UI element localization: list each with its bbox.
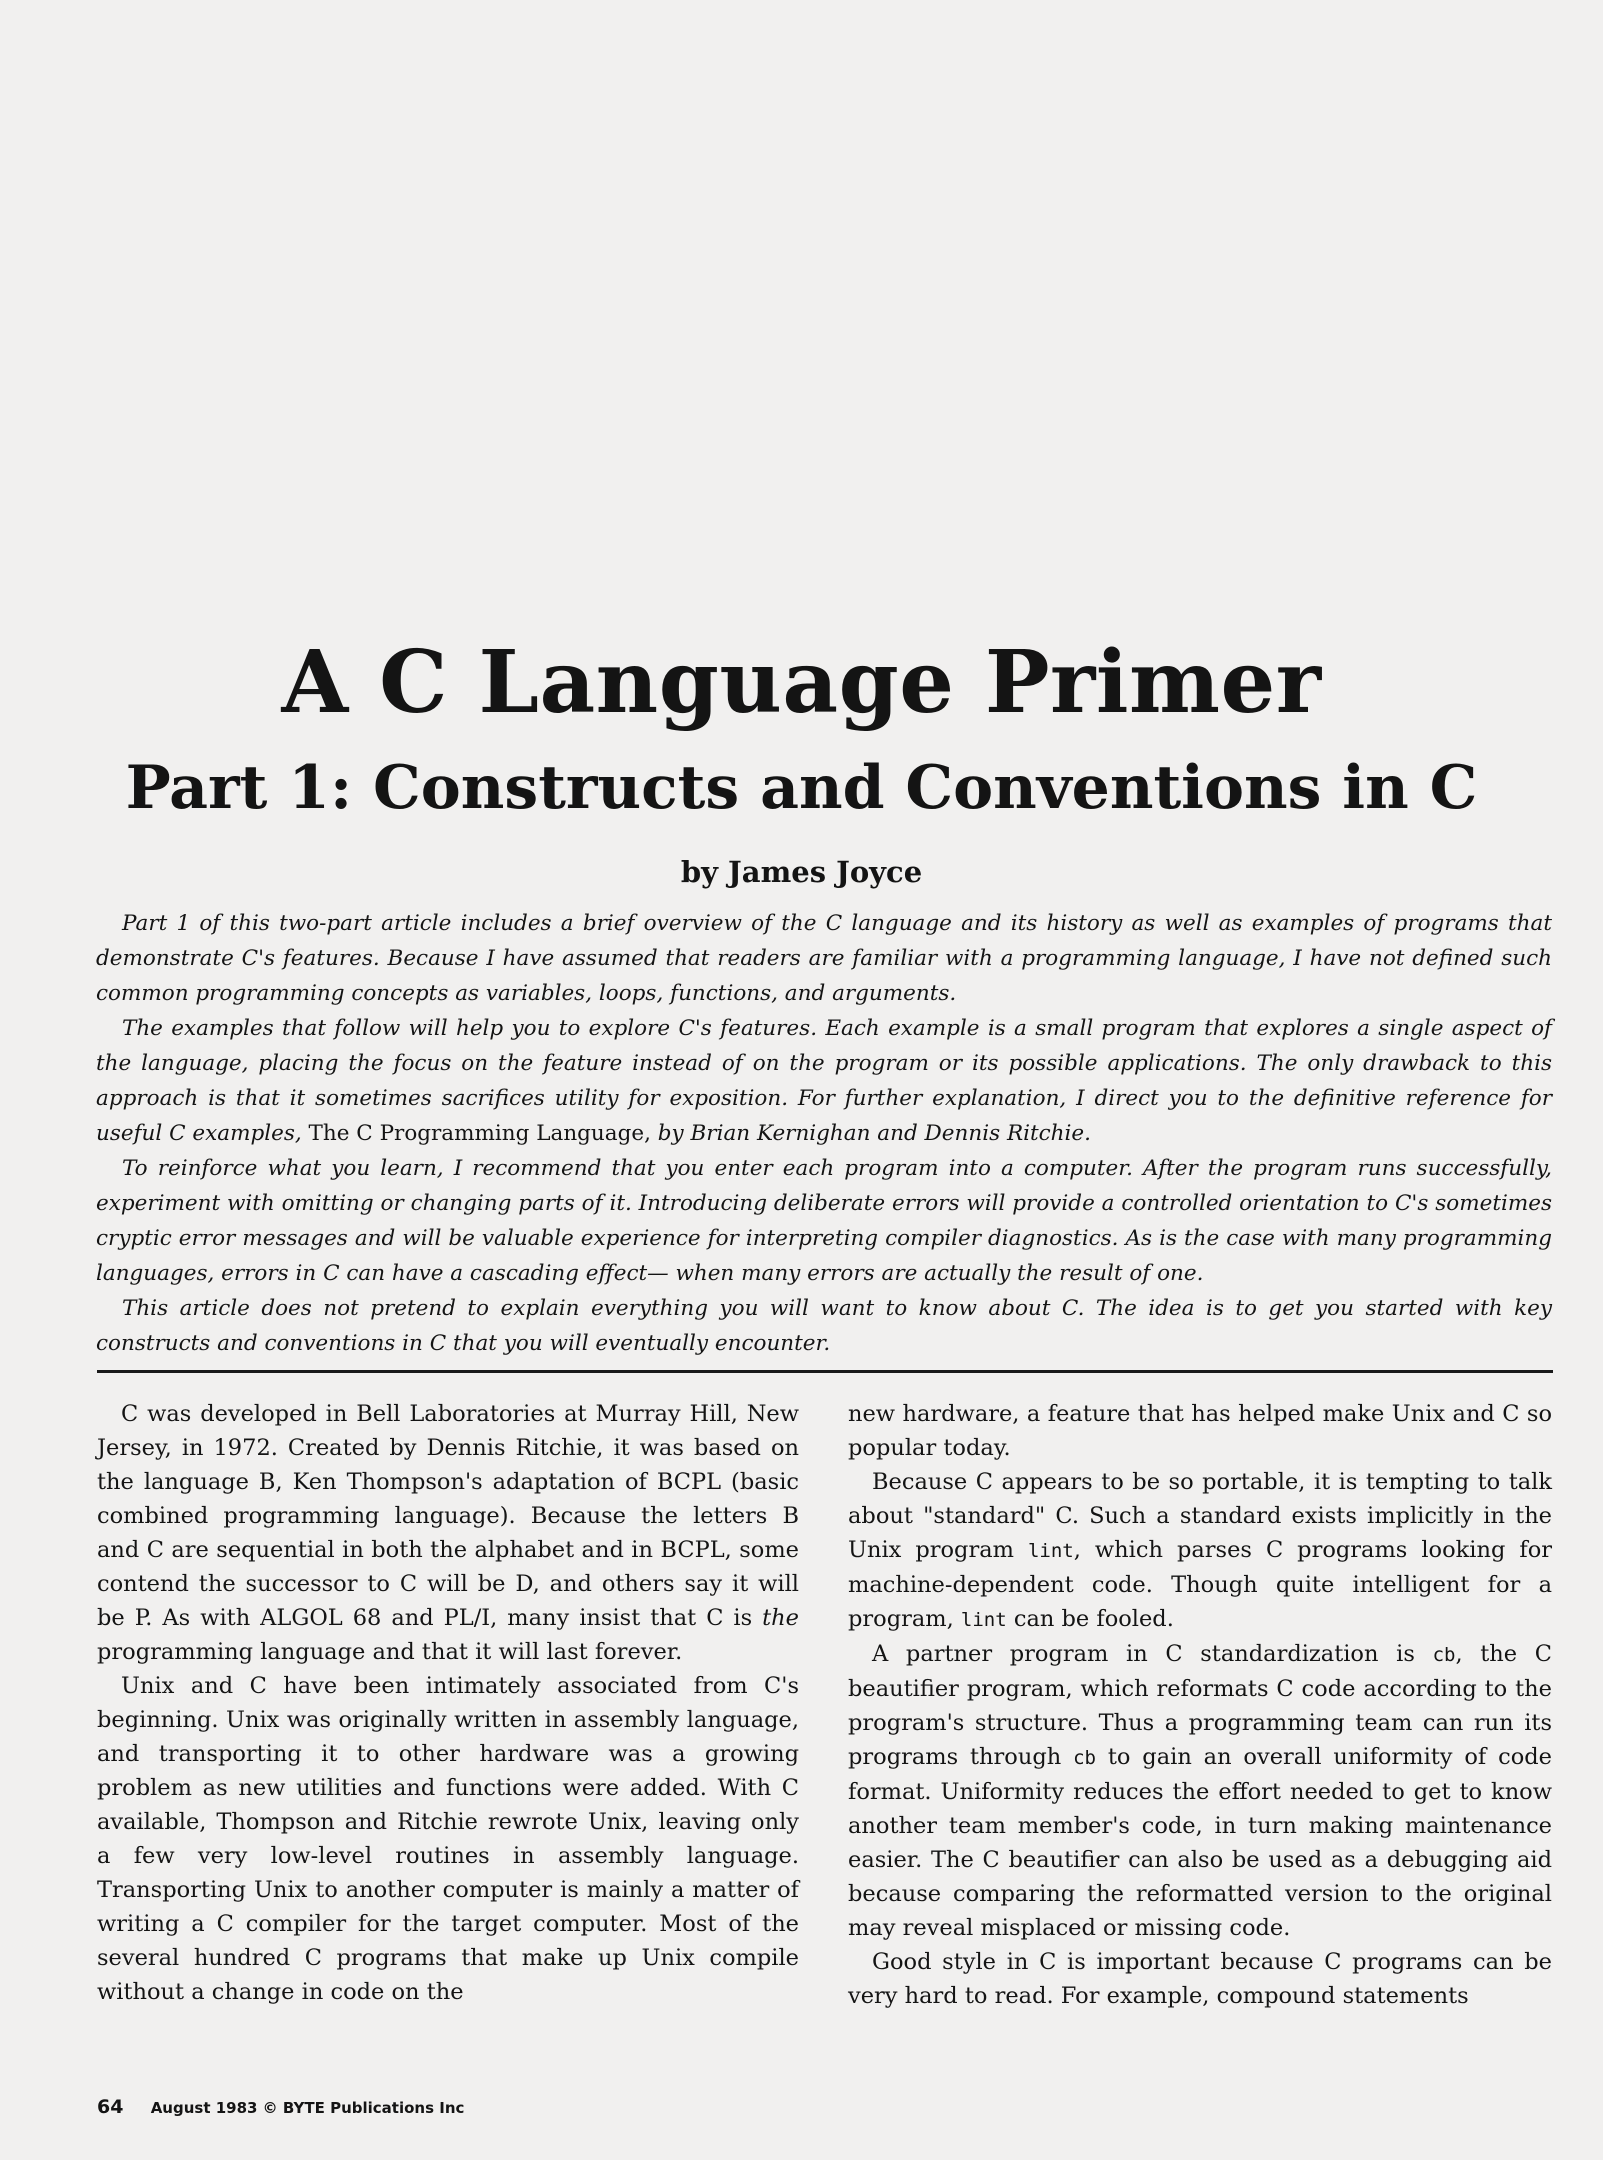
byline: by James Joyce xyxy=(680,855,923,889)
body-paragraph: Unix and C have been intimately associated from C's beginning. Unix was originally written in assembly language, and transporting it to other hardware was a growing problem as new utilities and functions were added. With C available, Thompson and Ritchie rewrote Unix, leaving only a few very low-level routines in assembly language. Transporting Unix to another computer is mainly a matter of writing a C compiler for the target computer. Most of the several hundred C programs that make up Unix compile without a change in code on the xyxy=(97,1673,799,2005)
body-text: programming language and that it will last forever. xyxy=(97,1639,683,1665)
emphasis: the xyxy=(762,1605,799,1631)
body-text: C was developed in Bell Laboratories at Murray Hill, New Jersey, in 1972. Created by Dennis Ritchie, it was based on the language B, Ken Thompson's adaptation of BCPL (basic combined programming language). Because the letters B and C are sequential in both the alphabet and in BCPL, some contend the successor to C will be D, and others say it will be P. As with ALGOL 68 and PL/I, many insist that C is xyxy=(97,1401,799,1631)
body-paragraph xyxy=(848,1637,1552,1945)
intro-paragraph: This article does not pretend to explain everything you will want to know about C. The idea is to get you started with key constructs and conventions in C that you will eventually encounter. xyxy=(96,1296,1552,1356)
body-text: Because C appears to be so portable, it is tempting to talk about "standard" C. Such a standard exists implicitly in the Unix program xyxy=(848,1469,1552,1563)
page-number: 64 xyxy=(97,2096,124,2118)
code-cb: cb xyxy=(1432,1644,1456,1666)
intro-text: The examples that follow will help you to explore C's features. Each example is a small program that explores a single aspect of the language, placing the focus on the feature instead of on the program or its possible applications. The only drawback to this approach is that it sometimes sacrifices utility for exposition. For further explanation, I direct you to the definitive reference for useful C examples, xyxy=(96,1016,1552,1146)
body-text: can be fooled. xyxy=(1013,1606,1174,1632)
body-paragraph xyxy=(97,1397,799,1669)
code-lint: lint xyxy=(1027,1540,1074,1562)
body-text: , which parses C programs looking for machine-dependent code. Though quite intelligent for a program, xyxy=(848,1537,1552,1632)
article-subtitle: Part 1: Constructs and Conventions in C xyxy=(125,753,1478,823)
article-title: A C Language Primer xyxy=(281,632,1322,733)
page-footer xyxy=(97,2098,464,2117)
body-paragraph: new hardware, a feature that has helped make Unix and C so popular today. xyxy=(848,1401,1552,1461)
code-lint: lint xyxy=(960,1609,1007,1631)
publication-credit: August 1983 © BYTE Publications Inc xyxy=(150,2099,465,2117)
intro-text: by Brian Kernighan and Dennis Ritchie. xyxy=(657,1121,1091,1146)
body-text: A partner program in C standardization is xyxy=(872,1641,1415,1667)
section-divider xyxy=(97,1370,1553,1373)
intro-paragraph: Part 1 of this two-part article includes a brief overview of the C language and its history as well as examples of programs that demonstrate C's features. Because I have assumed that readers are familiar with a programming language, I have not defined such common programming concepts as variables, loops, functions, and arguments. xyxy=(96,911,1552,1006)
intro-paragraph xyxy=(96,1011,1552,1151)
body-text: , the C beautifier program, which reformats C code according to the program's structure. Thus a programming team can run its programs through xyxy=(848,1641,1552,1770)
intro-paragraph: To reinforce what you learn, I recommend that you enter each program into a computer. After the program runs successfully, experiment with omitting or changing parts of it. Introducing deliberate errors will provide a controlled orientation to C's sometimes cryptic error messages and will be valuable experience for interpreting compiler diagnostics. As is the case with many programming languages, errors in C can have a cascading effect— when many errors are actually the result of one. xyxy=(96,1156,1552,1286)
code-cb: cb xyxy=(1073,1747,1096,1769)
book-title: The C Programming Language, xyxy=(308,1121,651,1146)
body-paragraph xyxy=(848,1465,1552,1637)
body-column-left xyxy=(97,1397,799,2009)
body-column-right xyxy=(848,1397,1552,2013)
body-text: to gain an overall uniformity of code format. Uniformity reduces the effort needed to get to know another team member's code, in turn making maintenance easier. The C beautifier can also be used as a debugging aid because comparing the reformatted version to the original may reveal misplaced or missing code. xyxy=(848,1744,1552,1941)
intro-abstract xyxy=(96,906,1552,1361)
body-paragraph: Good style in C is important because C programs can be very hard to read. For example, compound statements xyxy=(848,1949,1552,2009)
